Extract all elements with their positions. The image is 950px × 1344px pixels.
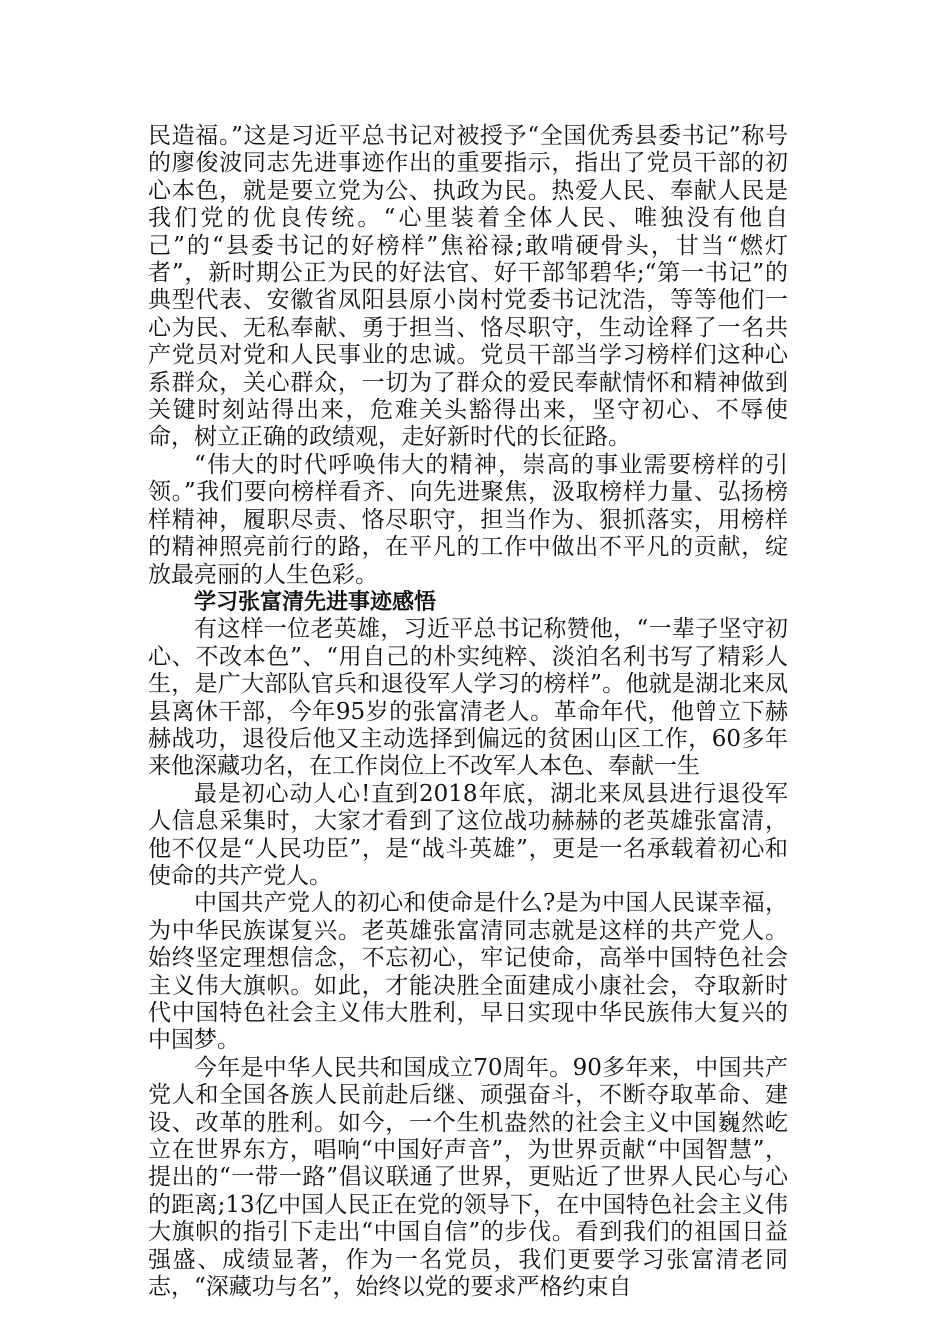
section-heading: 学习张富清先进事迹感悟 (194, 589, 437, 615)
paragraph-liao-junbo: 民造福。”这是习近平总书记对被授予“全国优秀县委书记”称号的廖俊波同志先进事迹作出的重要指示，指出了党员干部的初心本色，就是要立党为公、执政为民。热爱人民、奉献人民是我们党的优良传统。“心里装着全体人民、唯独没有他自己”的“县委书记的好榜样”焦裕禄;敢啃硬骨头，甘当“燃灯者”，新时期公正为民的好法官、好干部邹碧华;“第一书记”的典型代表、安徽省凤阳县原小岗村党委书记沈浩，等等他们一心为民、无私奉献、勇于担当、恪尽职守，生动诠释了一名共产党员对党和人民事业的忠诚。党员干部当学习榜样们这种心系群众，关心群众，一切为了群众的爱民奉献情怀和精神做到关键时刻站得出来，危难关头豁得出来，坚守初心、不辱使命，树立正确的政绩观，走好新时代的长征路。 (148, 123, 788, 451)
paragraph-role-models: “伟大的时代呼唤伟大的精神，崇高的事业需要榜样的引领。”我们要向榜样看齐、向先进聚焦，汲取榜样力量、弘扬榜样精神，履职尽责、恪尽职守，担当作为、狠抓落实，用榜样的精神照亮前行的路，在平凡的工作中做出不平凡的贡献，绽放最亮丽的人生色彩。 (148, 451, 788, 588)
document-body (148, 123, 788, 1301)
paragraph-original-aspiration: 最是初心动人心!直到2018年底，湖北来凤县进行退役军人信息采集时，大家才看到了这位战功赫赫的老英雄张富清，他不仅是“人民功臣”，是“战斗英雄”，更是一名承载着初心和使命的共产党人。 (148, 780, 788, 889)
paragraph-70th-anniversary: 今年是中华人民共和国成立70周年。90多年来，中国共产党人和全国各族人民前赴后继、顽强奋斗，不断夺取革命、建设、改革的胜利。如今，一个生机盎然的社会主义中国巍然屹立在世界东方，唱响“中国好声音”，为世界贡献“中国智慧”，提出的“一带一路”倡议联通了世界，更贴近了世界人民心与心的距离;13亿中国人民正在党的领导下，在中国特色社会主义伟大旗帜的指引下走出“中国自信”的步伐。看到我们的祖国日益强盛、成绩显著，作为一名党员，我们更要学习张富清老同志，“深藏功与名”，始终以党的要求严格约束自 (148, 1054, 788, 1301)
paragraph-zhang-fuqing-intro: 有这样一位老英雄，习近平总书记称赞他，“一辈子坚守初心、不改本色”、“用自己的朴实纯粹、淡泊名利书写了精彩人生，是广大部队官兵和退役军人学习的榜样”。他就是湖北来凤县离休干部，今年95岁的张富清老人。革命年代，他曾立下赫赫战功，退役后他又主动选择到偏远的贫困山区工作，60多年来他深藏功名，在工作岗位上不改军人本色、奉献一生 (148, 616, 788, 780)
paragraph-mission: 中国共产党人的初心和使命是什么?是为中国人民谋幸福，为中华民族谋复兴。老英雄张富清同志就是这样的共产党人。始终坚定理想信念，不忘初心，牢记使命，高举中国特色社会主义伟大旗帜。如此，才能决胜全面建成小康社会，夺取新时代中国特色社会主义伟大胜利，早日实现中华民族伟大复兴的中国梦。 (148, 890, 788, 1054)
